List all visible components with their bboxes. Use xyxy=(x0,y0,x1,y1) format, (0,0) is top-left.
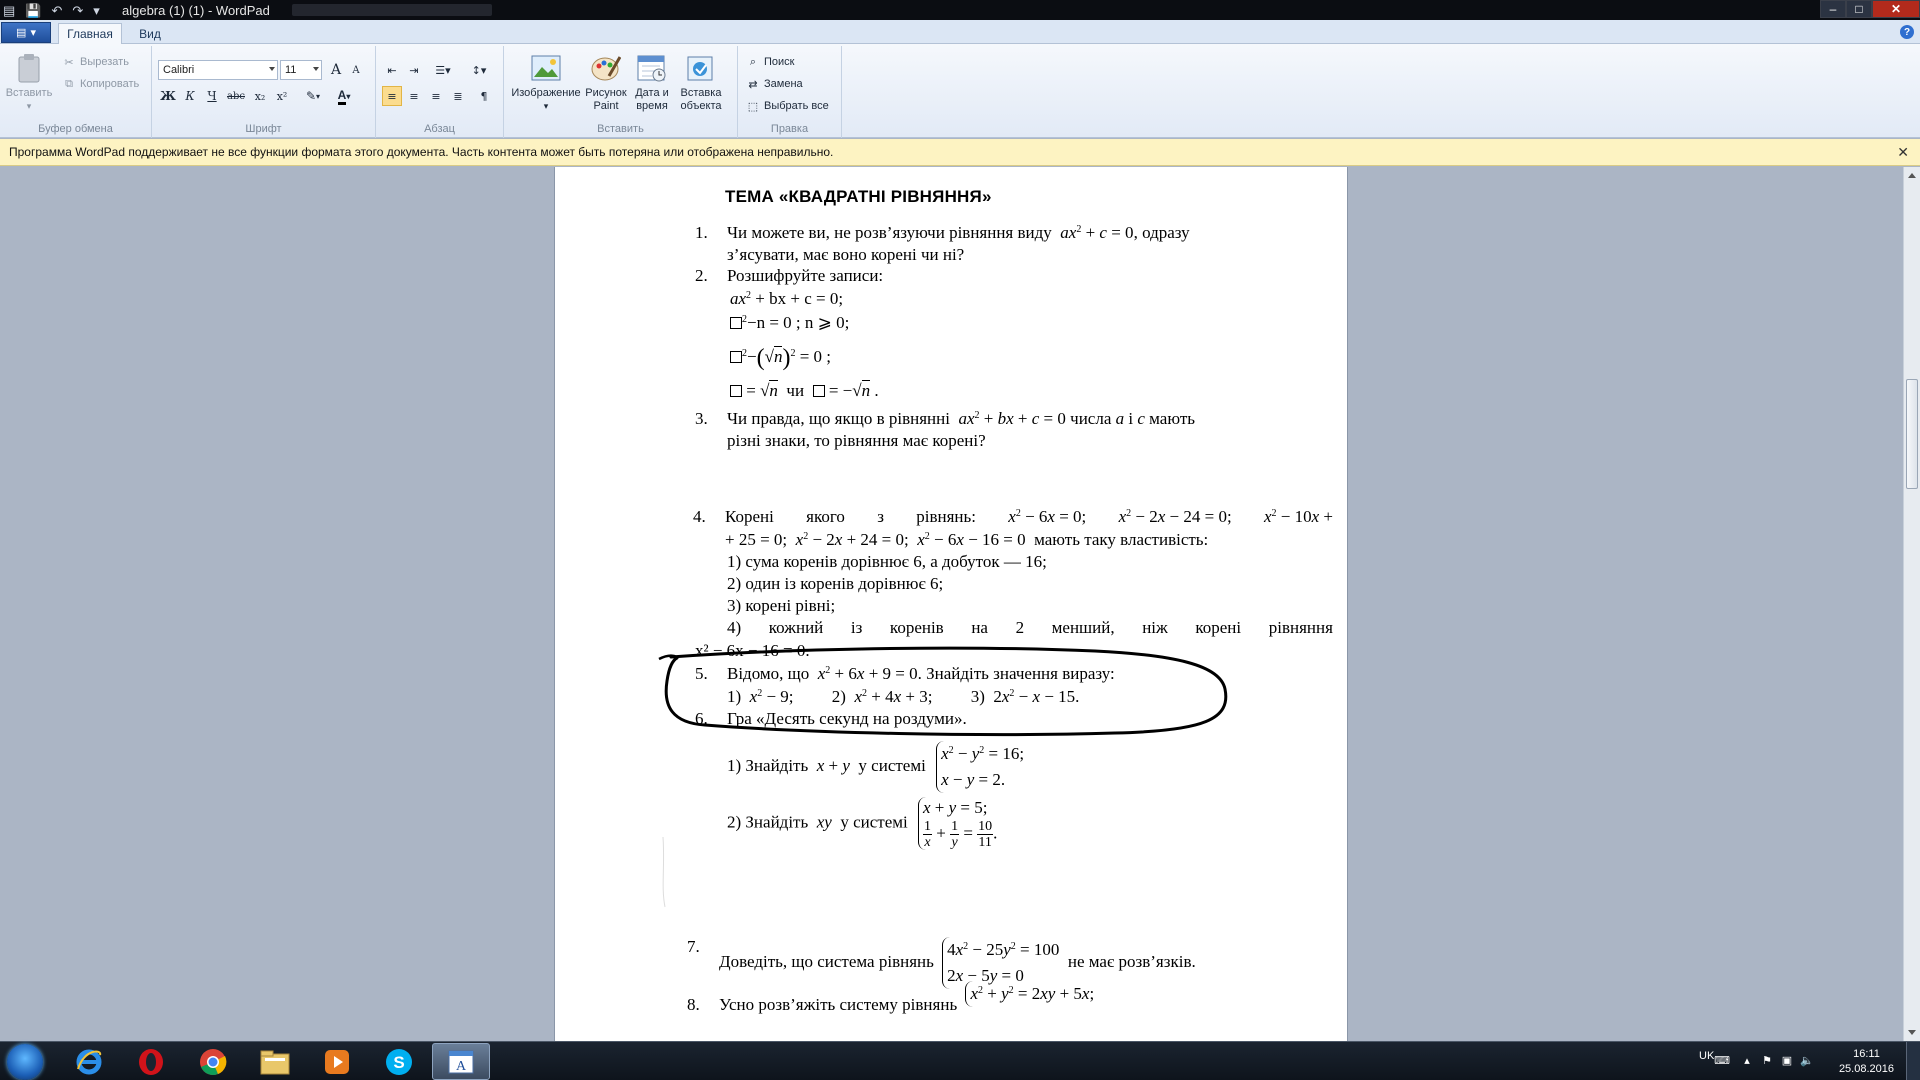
start-button[interactable] xyxy=(7,1044,43,1080)
title-bar xyxy=(0,0,1920,20)
q4-tail1: мають таку властивість: xyxy=(1034,530,1209,549)
q2-eq1-tail: + bx + c = 0; xyxy=(755,289,844,308)
vertical-scrollbar[interactable] xyxy=(1903,167,1920,1041)
q6-2b: у системі xyxy=(840,812,908,832)
scroll-down-icon[interactable] xyxy=(1908,1030,1916,1035)
scissors-icon: ✂ xyxy=(64,56,74,69)
copy-label: Копировать xyxy=(80,78,140,90)
insert-group-label: Вставить xyxy=(597,123,644,135)
q4-word-3: рівнянь: xyxy=(916,507,976,526)
cut-label: Вырезать xyxy=(80,56,129,68)
chevron-down-icon xyxy=(313,67,319,71)
q5-line1: Відомо, що $x^2 + 6x + 9 = 0$. Знайдіть значення виразу: xyxy=(727,664,1115,683)
q3-line1: Чи правда, що якщо в рівнянні $ax^2$ + bx + c = 0 числа a і c мають xyxy=(727,409,1196,428)
window-title: algebra (1) (1) - WordPad xyxy=(122,2,270,18)
object-label-1: Вставка xyxy=(680,87,722,99)
paragraph-settings-icon[interactable]: ¶ xyxy=(480,89,488,103)
paste-button[interactable] xyxy=(6,52,52,113)
find-button[interactable] xyxy=(746,55,794,69)
tab-home[interactable]: Главная xyxy=(58,23,122,44)
q4-o4-word-3: коренів xyxy=(889,618,944,637)
clipboard-icon xyxy=(13,52,45,84)
internet-explorer-icon xyxy=(74,1047,104,1077)
q1-text-a: Чи можете ви, не розв’язуючи рівняння виду xyxy=(727,223,1052,242)
redo-icon[interactable]: ↷ xyxy=(72,2,84,18)
show-desktop-button[interactable] xyxy=(1906,1042,1920,1080)
superscript-button[interactable]: x² xyxy=(276,89,288,103)
item-number-3: 3. xyxy=(695,409,708,428)
keyboard-icon[interactable]: ⌨ xyxy=(1714,1054,1730,1067)
q2-eq1: $ax^2$ + bx + c = 0; xyxy=(730,289,844,308)
q5-text-b: . Знайдіть значення виразу: xyxy=(917,664,1115,683)
font-size-select[interactable] xyxy=(280,60,322,80)
square-placeholder-icon xyxy=(730,351,742,363)
q6-sub-1: 1) Знайдіть x + y у системі $x^2 - y^2 = 16$; x − y = 2. xyxy=(727,741,1024,793)
scroll-up-icon[interactable] xyxy=(1908,173,1916,178)
q6-2a: 2) Знайдіть xyxy=(727,812,809,832)
q4-word-2: з xyxy=(877,507,884,526)
q2-eq3-tail: = 0 ; xyxy=(799,347,831,366)
bold-button[interactable]: Ж xyxy=(160,89,176,103)
replace-button[interactable] xyxy=(746,77,803,91)
datetime-button[interactable] xyxy=(630,52,674,113)
q4-o4-word-5: 2 xyxy=(1015,618,1025,637)
align-right-icon[interactable]: ≡ xyxy=(431,89,441,103)
media-player-icon xyxy=(322,1047,352,1077)
clock[interactable] xyxy=(1839,1047,1894,1077)
datetime-label-1: Дата и xyxy=(635,87,669,99)
taskbar-wordpad[interactable] xyxy=(432,1043,490,1080)
minimize-button[interactable]: ‒ xyxy=(1820,0,1846,18)
font-size-value: 11 xyxy=(285,64,297,76)
q7-line xyxy=(719,937,1196,989)
paint-palette-icon xyxy=(590,52,622,84)
scroll-thumb[interactable] xyxy=(1906,379,1918,489)
select-all-icon: ⬚ xyxy=(747,100,759,113)
q4-o4-word-2: із xyxy=(850,618,863,637)
object-label-2: объекта xyxy=(680,100,722,112)
select-all-label: Выбрать все xyxy=(764,100,829,112)
app-menu-icon: ▤ xyxy=(16,27,27,39)
q2-eq4: = √n чи = −√n . xyxy=(730,381,879,401)
item-number-8: 8. xyxy=(687,995,700,1014)
q3-text-d: мають xyxy=(1149,409,1196,428)
chevron-down-icon: ▾ xyxy=(316,91,321,101)
chrome-icon xyxy=(198,1047,228,1077)
chevron-down-icon xyxy=(269,67,275,71)
justify-icon[interactable]: ≣ xyxy=(453,89,463,103)
copy-button[interactable] xyxy=(62,77,139,91)
close-button[interactable]: ✕ xyxy=(1872,0,1920,18)
paint-label-2: Paint xyxy=(593,100,619,112)
align-center-icon[interactable]: ≡ xyxy=(409,89,419,103)
replace-icon: ⇄ xyxy=(748,78,758,91)
shrink-font-button[interactable]: A xyxy=(352,64,360,76)
strikethrough-button[interactable]: abc xyxy=(227,90,245,102)
item-number-1: 1. xyxy=(695,223,708,242)
q2-eq3: $^2-(√n)^2 = 0$ ; xyxy=(730,345,831,372)
opera-icon xyxy=(136,1047,166,1077)
highlighter-icon: ✎ xyxy=(305,89,317,103)
q2-text: Розшифруйте записи: xyxy=(727,266,884,285)
group-insert xyxy=(504,46,738,138)
chevron-down-icon: ▾ xyxy=(26,101,32,111)
show-hidden-icons-icon[interactable]: ▴ xyxy=(1744,1054,1750,1067)
q6-system-1: $x^2 - y^2 = 16$; x − y = 2. xyxy=(936,741,1024,793)
q4-option-3: 3) корені рівні; xyxy=(727,596,836,615)
group-clipboard xyxy=(0,46,152,138)
clock-time: 16:11 xyxy=(1853,1048,1880,1060)
find-label: Поиск xyxy=(764,56,795,68)
q4-word-0: Корені xyxy=(725,507,774,526)
group-paragraph xyxy=(376,46,504,138)
q1-line1 xyxy=(727,223,1190,243)
replace-label: Замена xyxy=(764,78,803,90)
ribbon xyxy=(0,44,1920,138)
q8-text: Усно розв’яжіть систему рівнянь xyxy=(719,995,958,1014)
taskbar-explorer[interactable] xyxy=(246,1043,304,1080)
underline-button[interactable]: Ч xyxy=(207,89,217,103)
skype-icon xyxy=(384,1047,414,1077)
volume-icon[interactable]: 🔈 xyxy=(1800,1054,1814,1067)
q2-eq2: $^2$−n = 0 ; n ⩾ 0; xyxy=(730,313,849,333)
cut-button[interactable] xyxy=(62,55,129,69)
wordpad-icon xyxy=(447,1049,475,1075)
item-number-6: 6. xyxy=(695,709,708,728)
taskbar-skype[interactable] xyxy=(370,1043,428,1080)
app-menu-button[interactable] xyxy=(1,22,51,43)
q4-o4-word-1: кожний xyxy=(768,618,824,637)
q7-system: $4x^2 - 25y^2 = 100$ 2x − 5y = 0 xyxy=(942,937,1059,989)
paint-label-1: Рисунок xyxy=(585,87,627,99)
decrease-indent-icon[interactable]: ⇤ xyxy=(387,63,397,77)
q1-equation: $ax^2 + c = 0$ xyxy=(1060,223,1134,242)
editing-group-label: Правка xyxy=(770,123,809,135)
subscript-button[interactable]: x₂ xyxy=(254,89,266,103)
document-page[interactable] xyxy=(554,167,1348,1041)
q4-line1 xyxy=(725,507,1333,527)
compatibility-notice-bar xyxy=(0,139,1920,166)
chevron-down-icon: ▾ xyxy=(346,91,351,101)
q4-word-1: якого xyxy=(806,507,845,526)
font-family-value: Calibri xyxy=(163,64,195,76)
q6-1a: 1) Знайдіть xyxy=(727,755,809,775)
q4-option-2: 2) один із коренів дорівнює 6; xyxy=(727,574,944,593)
q6-system-2: x + y = 5; $\frac{1}{x}$ + $\frac{1}{y}$ = $\frac{10}{11}$ . xyxy=(918,797,997,850)
insert-image-button[interactable] xyxy=(508,52,584,113)
q6-1b: у системі xyxy=(858,755,926,775)
group-font xyxy=(152,46,376,138)
paragraph-group-label: Абзац xyxy=(424,123,455,135)
q4-o4-word-9: рівняння xyxy=(1268,618,1333,637)
paint-drawing-button[interactable] xyxy=(584,52,628,113)
q4-o4-word-6: менший, xyxy=(1051,618,1115,637)
svg-text:S: S xyxy=(393,1052,405,1072)
quick-access-toolbar xyxy=(0,4,118,17)
item-number-2: 2. xyxy=(695,266,708,285)
grow-font-button[interactable]: A xyxy=(330,62,342,78)
q7-text-b: не має розв’язків. xyxy=(1067,951,1196,971)
q8-system: $x^2 + y^2 = 2xy + 5x$; xyxy=(965,981,1094,1007)
q1-text-b: , одразу xyxy=(1133,223,1190,242)
item-number-7: 7. xyxy=(687,937,700,956)
highlight-button[interactable] xyxy=(300,86,326,106)
q4-o4-word-7: ніж xyxy=(1142,618,1168,637)
calendar-clock-icon xyxy=(636,52,668,84)
q4-eq-b: $x^2 - 2x - 24 = 0$; xyxy=(1118,507,1232,526)
square-placeholder-icon xyxy=(813,385,825,397)
q3-text-b: числа xyxy=(1070,409,1112,428)
q4-eq-c: $x^2 - 10x$ + xyxy=(1263,507,1333,526)
q1-text-c: з’ясувати, має воно корені чи ні? xyxy=(727,245,965,264)
item-number-4: 4. xyxy=(693,507,706,526)
increase-indent-icon[interactable]: ⇥ xyxy=(409,63,419,77)
italic-button[interactable]: К xyxy=(185,89,195,103)
paste-label: Вставить xyxy=(5,87,53,99)
q2-eq4-chy: чи xyxy=(786,381,805,400)
select-all-button[interactable] xyxy=(746,99,829,113)
binoculars-icon: ⌕ xyxy=(749,55,757,68)
q3-text-c: і xyxy=(1128,409,1134,428)
q5-options: 1) $x^2 - 9$; 2) $x^2 + 4x + 3$; 3) $2x^2 - x - 15$. xyxy=(727,687,1080,706)
taskbar-chrome[interactable] xyxy=(184,1043,242,1080)
q4-line2: + 25 = 0; $x^2 - 2x + 24 = 0$; $x^2 - 6x - 16 = 0$ мають таку властивість: xyxy=(725,530,1209,549)
q2-eq2b: n ⩾ 0; xyxy=(804,313,850,332)
customize-qat-icon[interactable]: ▾ xyxy=(93,2,100,18)
insert-image-label: Изображение xyxy=(511,87,581,99)
help-icon[interactable]: ? xyxy=(1900,25,1914,39)
taskbar-internet-explorer[interactable] xyxy=(60,1043,118,1080)
image-icon xyxy=(530,52,562,84)
square-placeholder-icon xyxy=(730,317,742,329)
notice-text: Программа WordPad поддерживает не все функции формата этого документа. Часть контента может быть потеряна или отображена неправильно. xyxy=(9,145,834,159)
taskbar-media-player[interactable] xyxy=(308,1043,366,1080)
chevron-down-icon: ▾ xyxy=(543,101,549,111)
q3-text-a: Чи правда, що якщо в рівнянні xyxy=(727,409,950,428)
font-family-select[interactable] xyxy=(158,60,278,80)
q5-text-a: Відомо, що xyxy=(727,664,810,683)
action-center-flag-icon[interactable]: ⚑ xyxy=(1762,1054,1772,1067)
undo-icon[interactable]: ↶ xyxy=(51,2,63,18)
object-icon xyxy=(685,52,717,84)
taskbar xyxy=(0,1041,1920,1080)
q4-option-4-tail: x² − 6x − 16 = 0. xyxy=(695,641,810,660)
q4-eq-a: $x^2 - 6x = 0$; xyxy=(1008,507,1087,526)
q7-text-a: Доведіть, що система рівнянь xyxy=(719,951,934,971)
window-controls xyxy=(1820,0,1920,18)
q8-line xyxy=(719,984,1095,1015)
document-workspace xyxy=(0,167,1903,1041)
q4-o4-word-8: корені xyxy=(1195,618,1242,637)
taskbar-opera[interactable] xyxy=(122,1043,180,1080)
q4-o4-word-4: на xyxy=(971,618,988,637)
font-color-icon: A xyxy=(338,88,347,105)
q4-option-1: 1) сума коренів дорівнює 6, а добуток — 16; xyxy=(727,552,1047,571)
clipboard-group-label: Буфер обмена xyxy=(38,123,113,135)
square-placeholder-icon xyxy=(730,385,742,397)
insert-object-button[interactable] xyxy=(676,52,726,113)
chevron-down-icon: ▾ xyxy=(30,27,36,39)
item-number-5: 5. xyxy=(695,664,708,683)
svg-text:A: A xyxy=(455,1058,467,1074)
wordpad-app-icon[interactable]: ▤ xyxy=(3,2,16,18)
line-spacing-icon[interactable]: ↕▾ xyxy=(471,63,487,77)
align-left-icon[interactable]: ≡ xyxy=(382,86,402,106)
bullets-list-icon[interactable]: ☰▾ xyxy=(435,63,451,77)
title-bar-dim-region xyxy=(292,4,492,16)
q6-sub-2: 2) Знайдіть xy у системі x + y = 5; $\frac{1}{x}$ + $\frac{1}{y}$ = $\frac{10}{11}$ . xyxy=(727,798,998,850)
handwritten-ellipse-annotation xyxy=(555,167,1349,1041)
copy-icon: ⧉ xyxy=(65,77,73,90)
q6-text: Гра «Десять секунд на роздуми». xyxy=(727,709,967,728)
font-group-label: Шрифт xyxy=(245,123,282,135)
network-icon[interactable]: ▣ xyxy=(1781,1054,1793,1067)
datetime-label-2: время xyxy=(636,100,668,112)
q4-option-4 xyxy=(727,618,1333,638)
font-color-button[interactable] xyxy=(330,86,358,106)
q3-text-e: різні знаки, то рівняння має корені? xyxy=(727,431,986,450)
language-indicator[interactable]: UK xyxy=(1699,1050,1715,1062)
q2-eq2a: −n = 0 ; xyxy=(747,313,801,332)
tab-view[interactable]: Вид xyxy=(139,26,161,41)
page-title: ТЕМА «КВАДРАТНІ РІВНЯННЯ» xyxy=(725,187,992,206)
maximize-button[interactable]: □ xyxy=(1846,0,1872,18)
ribbon-tab-row xyxy=(0,20,1920,44)
q4-o4-word-0: 4) xyxy=(727,618,742,637)
clock-date: 25.08.2016 xyxy=(1838,1063,1894,1075)
group-editing xyxy=(738,46,842,138)
save-icon[interactable]: 💾 xyxy=(25,2,42,18)
folder-icon xyxy=(259,1048,291,1076)
close-icon[interactable]: ✕ xyxy=(1897,144,1909,160)
